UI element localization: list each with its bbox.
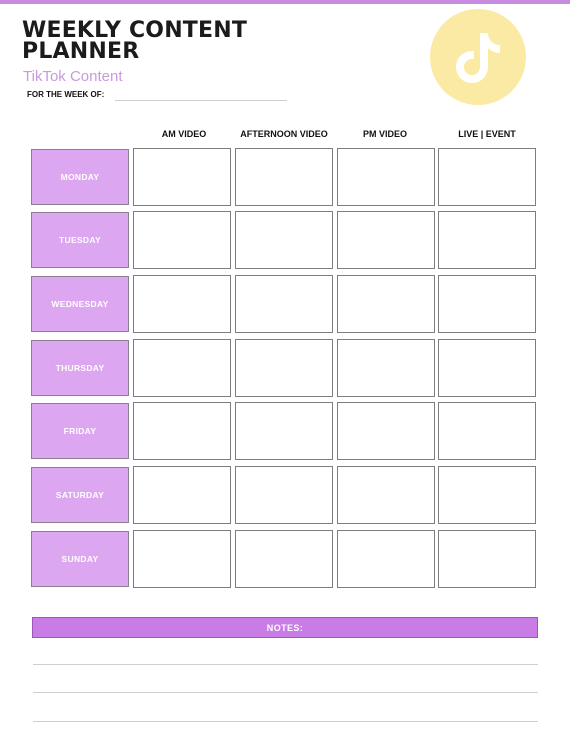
planner-cell[interactable] <box>337 466 435 524</box>
notes-header <box>32 617 538 638</box>
planner-cell[interactable] <box>133 402 231 460</box>
note-line[interactable] <box>33 664 538 665</box>
column-header-pm: PM VIDEO <box>362 129 407 139</box>
planner-cell[interactable] <box>133 211 231 269</box>
day-label-tuesday: TUESDAY <box>31 212 129 268</box>
planner-cell[interactable] <box>438 530 536 588</box>
planner-cell[interactable] <box>133 466 231 524</box>
note-line[interactable] <box>33 721 538 722</box>
title-line-2: PLANNER <box>22 39 140 64</box>
planner-cell[interactable] <box>235 466 333 524</box>
planner-cell[interactable] <box>438 148 536 206</box>
tiktok-logo <box>430 9 526 105</box>
note-line[interactable] <box>33 692 538 693</box>
day-label-sunday: SUNDAY <box>31 531 129 587</box>
planner-cell[interactable] <box>337 211 435 269</box>
day-label-wednesday: WEDNESDAY <box>31 276 129 332</box>
day-label-thursday: THURSDAY <box>31 340 129 396</box>
planner-cell[interactable] <box>337 402 435 460</box>
planner-cell[interactable] <box>235 339 333 397</box>
planner-cell[interactable] <box>337 530 435 588</box>
tiktok-icon <box>430 9 526 105</box>
planner-cell[interactable] <box>438 275 536 333</box>
planner-cell[interactable] <box>133 530 231 588</box>
planner-cell[interactable] <box>235 402 333 460</box>
planner-cell[interactable] <box>133 148 231 206</box>
day-label-saturday: SATURDAY <box>31 467 129 523</box>
column-header-am: AM VIDEO <box>161 129 207 139</box>
week-of-label: FOR THE WEEK OF: <box>27 90 105 99</box>
notes-label: NOTES: <box>266 622 304 633</box>
title-line-1: WEEKLY CONTENT <box>22 18 248 43</box>
day-label-monday: MONDAY <box>31 149 129 205</box>
page-title <box>22 20 322 62</box>
column-header-afternoon: AFTERNOON VIDEO <box>240 129 328 139</box>
planner-cell[interactable] <box>235 148 333 206</box>
planner-cell[interactable] <box>133 339 231 397</box>
day-label-friday: FRIDAY <box>31 403 129 459</box>
top-accent-bar <box>0 0 570 4</box>
planner-cell[interactable] <box>337 148 435 206</box>
week-of-field[interactable] <box>115 100 287 101</box>
planner-cell[interactable] <box>337 275 435 333</box>
planner-cell[interactable] <box>438 466 536 524</box>
planner-cell[interactable] <box>133 275 231 333</box>
subtitle: TikTok Content <box>23 68 123 85</box>
planner-cell[interactable] <box>438 402 536 460</box>
planner-cell[interactable] <box>235 211 333 269</box>
planner-cell[interactable] <box>337 339 435 397</box>
planner-cell[interactable] <box>235 275 333 333</box>
planner-cell[interactable] <box>438 211 536 269</box>
planner-cell[interactable] <box>438 339 536 397</box>
planner-cell[interactable] <box>235 530 333 588</box>
column-header-live: LIVE | EVENT <box>458 129 516 139</box>
